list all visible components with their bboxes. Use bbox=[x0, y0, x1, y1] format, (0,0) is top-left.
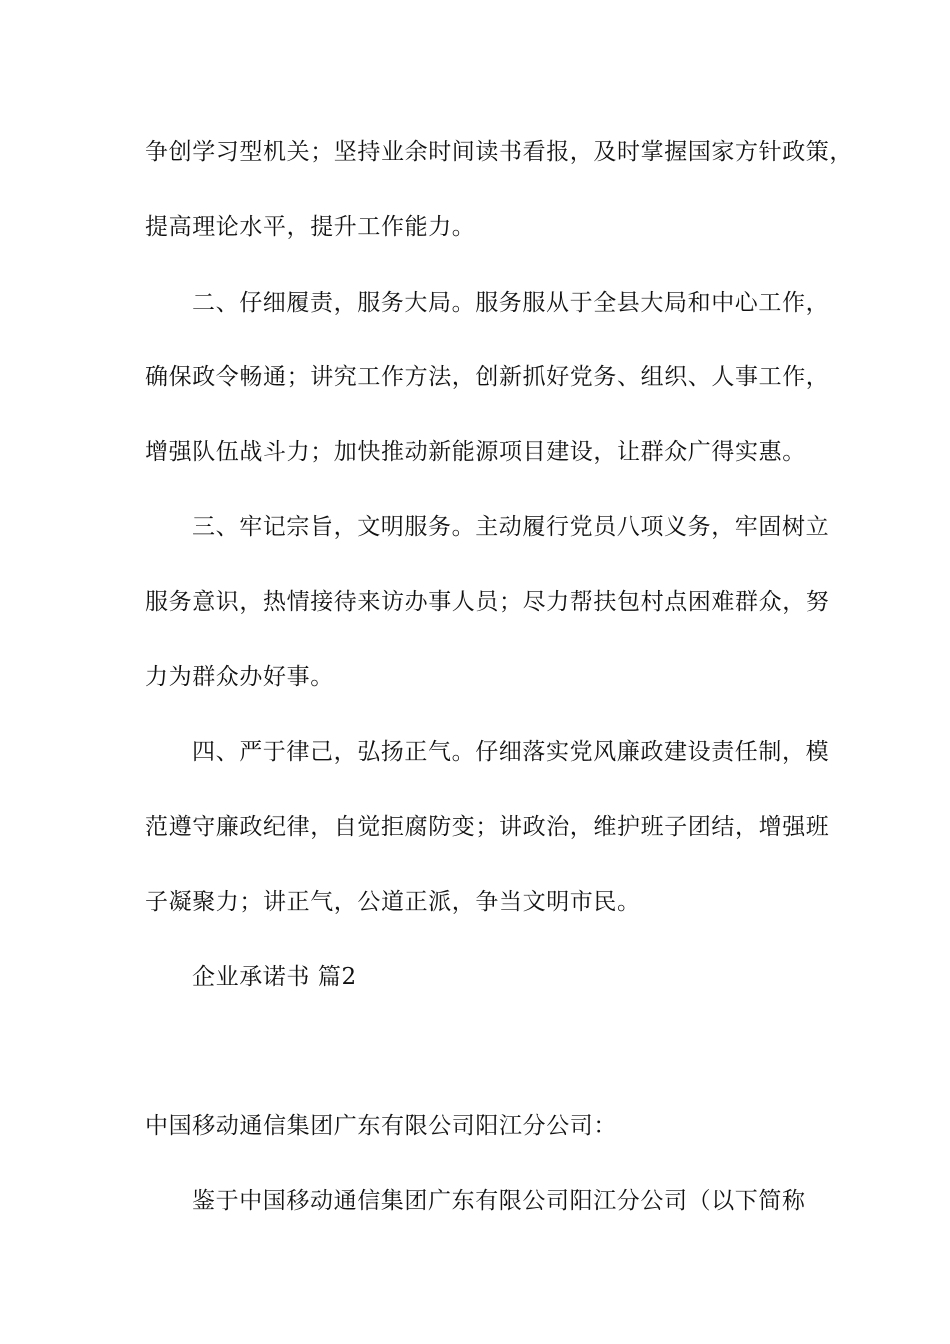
addressee-line: 中国移动通信集团广东有限公司阳江分公司： bbox=[145, 1113, 617, 1139]
section-two-first-line: 二、仔细履责，服务大局。服务服从于全县大局和中心工作， bbox=[192, 290, 830, 316]
paragraph-line: 鉴于中国移动通信集团广东有限公司阳江分公司（以下简称 bbox=[192, 1188, 806, 1214]
paragraph-line: 增强队伍战斗力；加快推动新能源项目建设，让群众广得实惠。 bbox=[145, 439, 806, 465]
paragraph-line: 子凝聚力；讲正气，公道正派，争当文明市民。 bbox=[145, 889, 641, 915]
section-heading: 企业承诺书 篇2 bbox=[192, 964, 357, 990]
paragraph-line: 争创学习型机关；坚持业余时间读书看报，及时掌握国家方针政策， bbox=[145, 139, 853, 165]
paragraph-line: 范遵守廉政纪律，自觉拒腐防变；讲政治，维护班子团结，增强班 bbox=[145, 814, 830, 840]
paragraph-line: 力为群众办好事。 bbox=[145, 664, 334, 690]
paragraph-line: 确保政令畅通；讲究工作方法，创新抓好党务、组织、人事工作， bbox=[145, 364, 830, 390]
paragraph-line: 服务意识，热情接待来访办事人员；尽力帮扶包村点困难群众，努 bbox=[145, 589, 830, 615]
section-three-first-line: 三、牢记宗旨，文明服务。主动履行党员八项义务，牢固树立 bbox=[192, 514, 830, 540]
section-four-first-line: 四、严于律己，弘扬正气。仔细落实党风廉政建设责任制，模 bbox=[192, 739, 830, 765]
paragraph-line: 提高理论水平，提升工作能力。 bbox=[145, 214, 476, 240]
